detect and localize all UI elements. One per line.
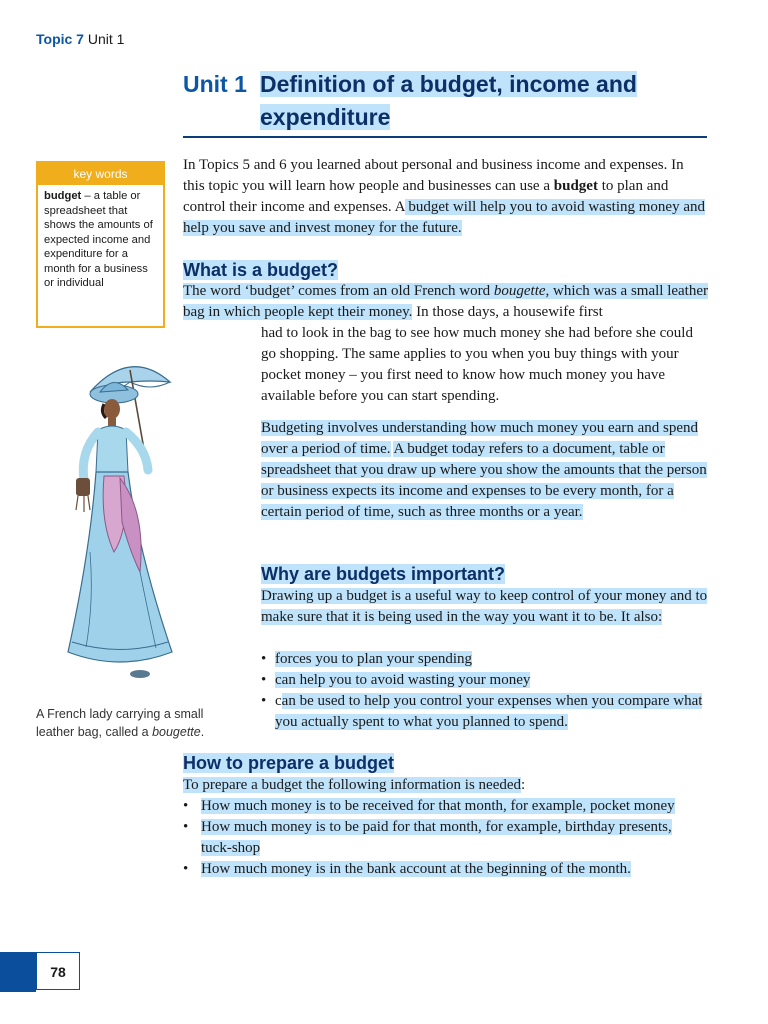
title-divider — [183, 136, 707, 138]
caption-end: . — [200, 725, 205, 739]
intro-bold-term: budget — [553, 178, 598, 194]
budgeting-paragraph — [261, 418, 711, 523]
heading-how-to-prepare — [183, 751, 394, 775]
unit-number: Unit 1 — [183, 71, 247, 97]
heading-text: How to prepare a budget — [183, 753, 395, 773]
french-lady-illustration — [60, 352, 190, 697]
origin-highlight-2: , which was a small leather bag in which people kept their money. — [183, 283, 708, 320]
bullet-plain: c — [275, 693, 282, 709]
bullet-text: How much money is in the bank account at the beginning of the month. — [201, 861, 631, 877]
caption-italic-word: bougette — [152, 725, 201, 739]
list-item: • can be used to help you control your expenses when you compare what you actually spent to what you planned to spend. — [261, 693, 703, 730]
topic-label: Topic 7 — [36, 31, 84, 47]
why-intro-text: Drawing up a budget is a useful way to keep control of your money and to make sure that it is being used in the way you want it to be. It also: — [261, 588, 708, 625]
why-intro-paragraph — [261, 586, 711, 628]
intro-text-1: In Topics 5 and 6 you learned about personal and business income and expenses. In this topic you will learn how people and businesses can use a — [183, 157, 684, 194]
heading-why-budgets-important — [261, 562, 505, 586]
list-item: • can help you to avoid wasting your money — [261, 672, 531, 688]
origin-text-rest: In those days, a housewife first — [412, 304, 603, 320]
origin-continued-text: had to look in the bag to see how much money she had before she could go shopping. The same applies to you when you buy things with your pocket money – you first need to know how much money you have available before you can start spending. — [261, 325, 693, 404]
caption-text: A French lady carrying a small leather bag, called a — [36, 707, 204, 739]
prepare-bullet-list — [183, 796, 688, 880]
origin-highlight-1: The word ‘budget’ comes from an old French word — [183, 283, 494, 299]
intro-paragraph — [183, 155, 708, 239]
list-item: • How much money is to be paid for that month, for example, birthday presents, tuck-shop — [183, 819, 672, 856]
list-item: • forces you to plan your spending — [261, 651, 473, 667]
list-item: • How much money is to be received for that month, for example, pocket money — [183, 798, 675, 814]
prepare-intro-colon: : — [521, 777, 526, 793]
bullet-text: can help you to avoid wasting your money — [275, 672, 531, 688]
bullet-text: How much money is to be received for that month, for example, pocket money — [201, 798, 675, 814]
budget-origin-continued — [261, 323, 708, 407]
prepare-intro-text: To prepare a budget the following information is needed — [183, 777, 522, 793]
intro-text-2: to plan and control their income and expenses. A — [183, 178, 669, 215]
bullet-text: How much money is to be paid for that month, for example, birthday presents, tuck-shop — [201, 819, 672, 856]
budgeting-highlight-2: A budget today refers to a document, table or spreadsheet that you draw up where you show the amounts that the person or business expects its income and expenses to be every month, for a certain period of time, such as three months or a year. — [261, 441, 707, 520]
figure-caption — [36, 705, 236, 741]
key-words-body — [38, 185, 163, 291]
unit-title-text: Definition of a budget, income and expenditure — [260, 71, 637, 130]
key-words-heading: key words — [38, 163, 163, 185]
prepare-intro — [183, 775, 708, 796]
budgeting-highlight-1: Budgeting involves understanding how much money you earn and spend over a period of time. — [261, 420, 699, 457]
heading-text: What is a budget? — [183, 260, 338, 280]
unit-label: Unit 1 — [87, 31, 125, 47]
heading-text: Why are budgets important? — [261, 564, 506, 584]
key-word-definition: – a table or spreadsheet that shows the amounts of expected income and expenditure for a month for a business or individual — [44, 190, 153, 289]
page-number: 78 — [36, 952, 80, 990]
key-words-box — [36, 161, 165, 328]
heading-what-is-a-budget — [183, 258, 338, 282]
budget-origin-paragraph — [183, 281, 713, 323]
key-word-term: budget — [44, 190, 82, 202]
intro-highlight: budget will help you to avoid wasting money and help you save and invest money for the future. — [183, 199, 705, 236]
bullet-text: forces you to plan your spending — [275, 651, 473, 667]
bullet-text: an be used to help you control your expenses when you compare what you actually spent to what you planned to spend. — [275, 693, 703, 730]
page-number-bar — [0, 952, 36, 992]
running-header — [36, 31, 124, 47]
list-item: • How much money is in the bank account at the beginning of the month. — [183, 861, 631, 877]
why-bullet-list — [261, 649, 711, 733]
origin-italic-word: bougette — [493, 283, 546, 299]
